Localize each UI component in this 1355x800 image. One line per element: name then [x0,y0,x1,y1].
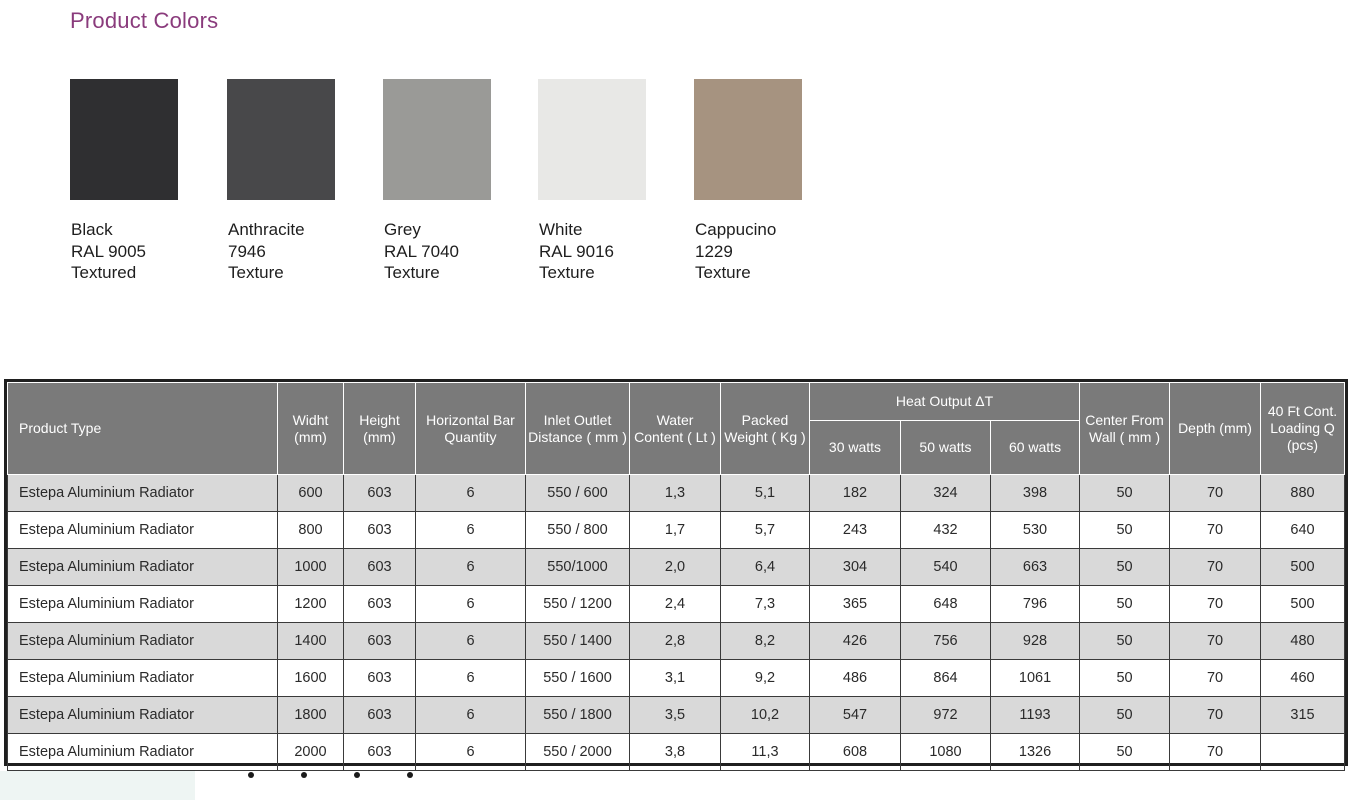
table-cell: 70 [1170,549,1261,586]
table-cell: 603 [344,475,416,512]
page-title: Product Colors [70,8,219,33]
table-cell: 756 [901,623,991,660]
table-cell: 550 / 2000 [526,734,630,771]
table-cell: 1,3 [630,475,721,512]
table-cell: 603 [344,734,416,771]
color-code: RAL 7040 [384,241,459,261]
swatch-black [70,79,178,200]
table-cell: 2,4 [630,586,721,623]
table-cell: 550 / 600 [526,475,630,512]
table-cell: 1,7 [630,512,721,549]
table-cell: Estepa Aluminium Radiator [8,512,278,549]
table-cell: 3,8 [630,734,721,771]
table-cell: 603 [344,660,416,697]
table-cell: 603 [344,586,416,623]
col-loading: 40 Ft Cont. Loading Q (pcs) [1261,383,1345,475]
table-cell: 530 [991,512,1080,549]
table-cell: 2000 [278,734,344,771]
table-cell: Estepa Aluminium Radiator [8,697,278,734]
table-cell: 432 [901,512,991,549]
table-cell: 1080 [901,734,991,771]
table-cell: 6 [416,734,526,771]
table-cell: 70 [1170,660,1261,697]
table-cell: 796 [991,586,1080,623]
table-cell: 11,3 [721,734,810,771]
table-cell: 550 / 1400 [526,623,630,660]
table-row [8,697,1345,734]
col-packed-weight: Packed Weight ( Kg ) [721,383,810,475]
color-name: White [539,220,583,239]
col-30-watts: 30 watts [810,421,901,475]
table-cell: 10,2 [721,697,810,734]
table-cell: 70 [1170,623,1261,660]
table-cell: 5,7 [721,512,810,549]
table-cell: Estepa Aluminium Radiator [8,549,278,586]
table-row [8,623,1345,660]
table-cell: 365 [810,586,901,623]
dot [407,772,413,778]
color-finish: Textured [71,263,137,282]
table-cell: 6 [416,586,526,623]
color-finish: Texture [539,263,595,282]
table-row [8,475,1345,512]
color-label-grey [384,219,459,284]
color-label-black [71,219,146,284]
table-cell: 603 [344,549,416,586]
table-cell: 9,2 [721,660,810,697]
table-cell: 2,8 [630,623,721,660]
table-cell: 1800 [278,697,344,734]
table-cell: 500 [1261,586,1345,623]
table-row [8,586,1345,623]
table-cell: 603 [344,512,416,549]
color-code: RAL 9005 [71,241,146,261]
table-cell: 5,1 [721,475,810,512]
table-cell: 50 [1080,623,1170,660]
dot [354,772,360,778]
table-row [8,512,1345,549]
table-cell: 304 [810,549,901,586]
table-cell: 480 [1261,623,1345,660]
table-cell: 398 [991,475,1080,512]
table-cell: 70 [1170,475,1261,512]
col-center-from-wall: Center From Wall ( mm ) [1080,383,1170,475]
table-cell: 6,4 [721,549,810,586]
dot [248,772,254,778]
table-cell: 1600 [278,660,344,697]
color-name: Black [71,220,113,239]
table-cell: 6 [416,623,526,660]
col-heat-output: Heat Output ΔT [810,383,1080,421]
color-label-white [539,219,614,284]
table-cell: 1400 [278,623,344,660]
table-cell: 540 [901,549,991,586]
table-cell: 70 [1170,586,1261,623]
table-cell: 864 [901,660,991,697]
swatch-grey [383,79,491,200]
spec-table [7,382,1345,771]
spec-table-container [4,379,1348,766]
col-width: Widht (mm) [278,383,344,475]
col-60-watts: 60 watts [991,421,1080,475]
table-cell: 70 [1170,512,1261,549]
swatch-anthracite [227,79,335,200]
table-cell: 50 [1080,475,1170,512]
table-cell: 3,1 [630,660,721,697]
table-row [8,660,1345,697]
table-cell: 972 [901,697,991,734]
table-cell: 500 [1261,549,1345,586]
table-cell: 50 [1080,660,1170,697]
table-cell: 600 [278,475,344,512]
table-cell: 460 [1261,660,1345,697]
table-cell: 550 / 800 [526,512,630,549]
table-cell: 50 [1080,512,1170,549]
table-cell: 6 [416,549,526,586]
table-cell: 324 [901,475,991,512]
table-cell: 2,0 [630,549,721,586]
table-row [8,549,1345,586]
table-cell: 7,3 [721,586,810,623]
table-cell: 550/1000 [526,549,630,586]
corner-decoration [0,771,195,800]
color-label-cappucino [695,219,776,284]
table-cell: 486 [810,660,901,697]
table-cell: 550 / 1200 [526,586,630,623]
col-50-watts: 50 watts [901,421,991,475]
header-row [8,383,1345,421]
table-cell: 6 [416,697,526,734]
table-cell: 1061 [991,660,1080,697]
table-cell: 550 / 1800 [526,697,630,734]
table-cell: 243 [810,512,901,549]
table-cell: 603 [344,623,416,660]
table-cell: 50 [1080,734,1170,771]
table-cell: 70 [1170,734,1261,771]
table-cell: 608 [810,734,901,771]
table-cell: 1326 [991,734,1080,771]
color-finish: Texture [228,263,284,282]
table-cell: Estepa Aluminium Radiator [8,660,278,697]
table-cell: 603 [344,697,416,734]
color-name: Anthracite [228,220,305,239]
col-product-type: Product Type [8,383,278,475]
col-water-content: Water Content ( Lt ) [630,383,721,475]
col-height: Height (mm) [344,383,416,475]
table-cell: 663 [991,549,1080,586]
color-name: Grey [384,220,421,239]
dot [301,772,307,778]
table-cell: Estepa Aluminium Radiator [8,475,278,512]
swatch-cappucino [694,79,802,200]
swatch-white [538,79,646,200]
table-cell: 1200 [278,586,344,623]
table-row [8,734,1345,771]
color-code: RAL 9016 [539,241,614,261]
color-code: 7946 [228,241,266,261]
col-bar-quantity: Horizontal Bar Quantity [416,383,526,475]
color-code: 1229 [695,241,733,261]
table-cell: 547 [810,697,901,734]
color-finish: Texture [384,263,440,282]
color-label-anthracite [228,219,305,284]
table-cell: 640 [1261,512,1345,549]
table-cell: 426 [810,623,901,660]
table-cell: 8,2 [721,623,810,660]
col-depth: Depth (mm) [1170,383,1261,475]
table-cell: 648 [901,586,991,623]
table-cell: 880 [1261,475,1345,512]
table-cell: 70 [1170,697,1261,734]
table-cell: 50 [1080,697,1170,734]
table-cell: 800 [278,512,344,549]
color-finish: Texture [695,263,751,282]
table-cell: 1000 [278,549,344,586]
col-inlet-outlet: Inlet Outlet Distance ( mm ) [526,383,630,475]
color-name: Cappucino [695,220,777,239]
table-cell: Estepa Aluminium Radiator [8,734,278,771]
table-cell: Estepa Aluminium Radiator [8,623,278,660]
table-cell [1261,734,1345,771]
table-cell: 182 [810,475,901,512]
table-cell: 928 [991,623,1080,660]
table-cell: 1193 [991,697,1080,734]
table-cell: 550 / 1600 [526,660,630,697]
table-body [8,475,1345,771]
table-cell: 6 [416,660,526,697]
table-cell: 50 [1080,549,1170,586]
table-cell: 50 [1080,586,1170,623]
table-cell: 315 [1261,697,1345,734]
table-cell: 6 [416,512,526,549]
table-cell: 6 [416,475,526,512]
table-cell: 3,5 [630,697,721,734]
table-cell: Estepa Aluminium Radiator [8,586,278,623]
